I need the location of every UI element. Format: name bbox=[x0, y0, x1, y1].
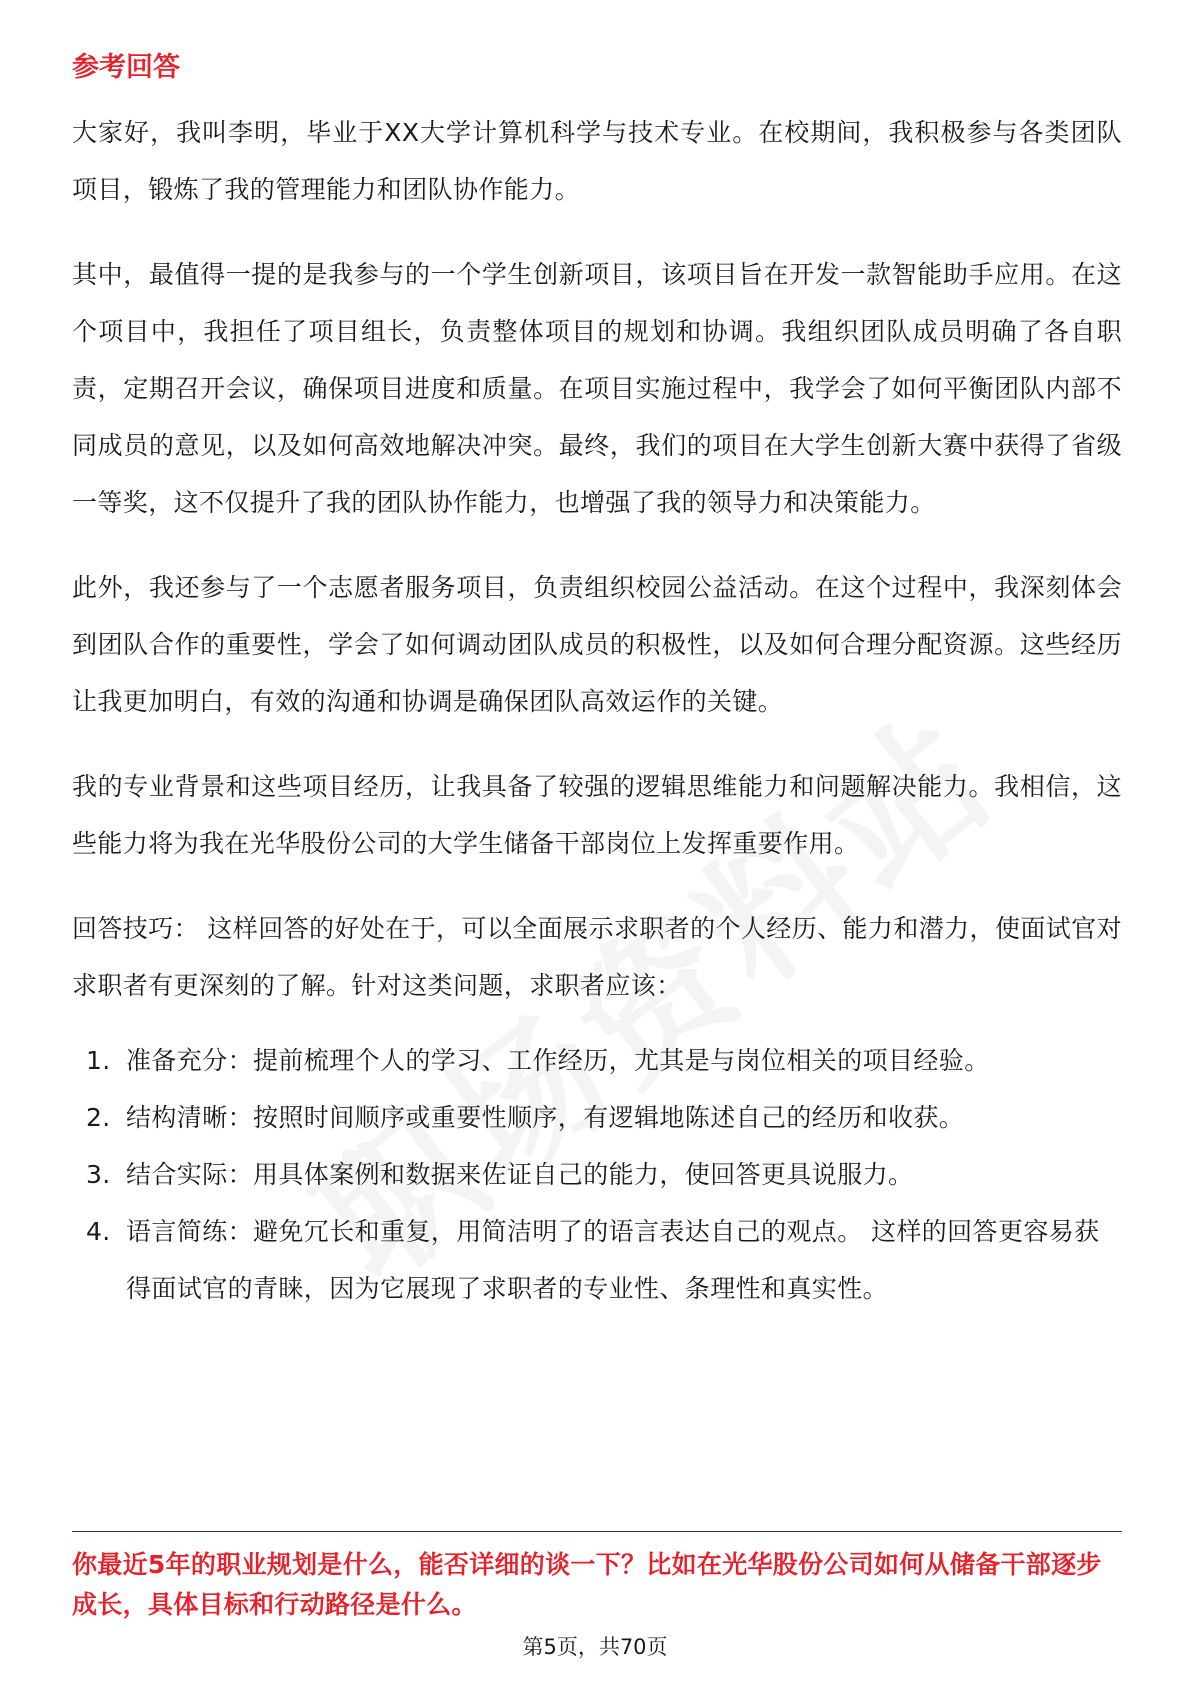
tips-list bbox=[72, 1032, 1122, 1317]
tips-item-text: 准备充分：提前梳理个人的学习、工作经历，尤其是与岗位相关的项目经验。 bbox=[126, 1046, 990, 1075]
answer-paragraph-4: 我的专业背景和这些项目经历，让我具备了较强的逻辑思维能力和问题解决能力。我相信，这些能力将为我在光华股份公司的大学生储备干部岗位上发挥重要作用。 bbox=[72, 772, 1122, 858]
tips-item-text: 结合实际：用具体案例和数据来佐证自己的能力，使回答更具说服力。 bbox=[126, 1160, 914, 1189]
answer-heading: 参考回答 bbox=[72, 52, 180, 83]
tips-item-number: 3. bbox=[86, 1160, 111, 1189]
tips-intro: 回答技巧： 这样回答的好处在于，可以全面展示求职者的个人经历、能力和潜力，使面试官对求职者有更深刻的了解。针对这类问题，求职者应该： bbox=[72, 914, 1122, 1000]
answer-paragraph-2: 其中，最值得一提的是我参与的一个学生创新项目，该项目旨在开发一款智能助手应用。在这个项目中，我担任了项目组长，负责整体项目的规划和协调。我组织团队成员明确了各自职责，定期召开会议，确保项目进度和质量。在项目实施过程中，我学会了如何平衡团队内部不同成员的意见，以及如何高效地解决冲突。最终，我们的项目在大学生创新大赛中获得了省级一等奖，这不仅提升了我的团队协作能力，也增强了我的领导力和决策能力。 bbox=[72, 260, 1122, 517]
tips-item-text: 结构清晰：按照时间顺序或重要性顺序，有逻辑地陈述自己的经历和收获。 bbox=[126, 1103, 965, 1132]
page-footer: 第5页，共70页 bbox=[522, 1635, 668, 1659]
tips-item-number: 2. bbox=[86, 1103, 111, 1132]
answer-paragraph-1: 大家好，我叫李明，毕业于XX大学计算机科学与技术专业。在校期间，我积极参与各类团队项目，锻炼了我的管理能力和团队协作能力。 bbox=[72, 118, 1122, 204]
tips-item bbox=[72, 1203, 1122, 1317]
tips-item bbox=[72, 1089, 1122, 1146]
tips-item-number: 4. bbox=[86, 1217, 111, 1246]
main-content bbox=[72, 48, 1122, 1317]
tips-item-text: 语言简练：避免冗长和重复，用简洁明了的语言表达自己的观点。 这样的回答更容易获得面试官的青睐，因为它展现了求职者的专业性、条理性和真实性。 bbox=[126, 1217, 1100, 1303]
section-divider bbox=[72, 1531, 1122, 1532]
tips-item bbox=[72, 1146, 1122, 1203]
tips-item bbox=[72, 1032, 1122, 1089]
tips-item-number: 1. bbox=[86, 1046, 111, 1075]
next-question: 你最近5年的职业规划是什么，能否详细的谈一下？比如在光华股份公司如何从储备干部逐步成长，具体目标和行动路径是什么。 bbox=[72, 1550, 1102, 1619]
answer-paragraph-3: 此外，我还参与了一个志愿者服务项目，负责组织校园公益活动。在这个过程中，我深刻体会到团队合作的重要性，学会了如何调动团队成员的积极性，以及如何合理分配资源。这些经历让我更加明白，有效的沟通和协调是确保团队高效运作的关键。 bbox=[72, 573, 1122, 716]
